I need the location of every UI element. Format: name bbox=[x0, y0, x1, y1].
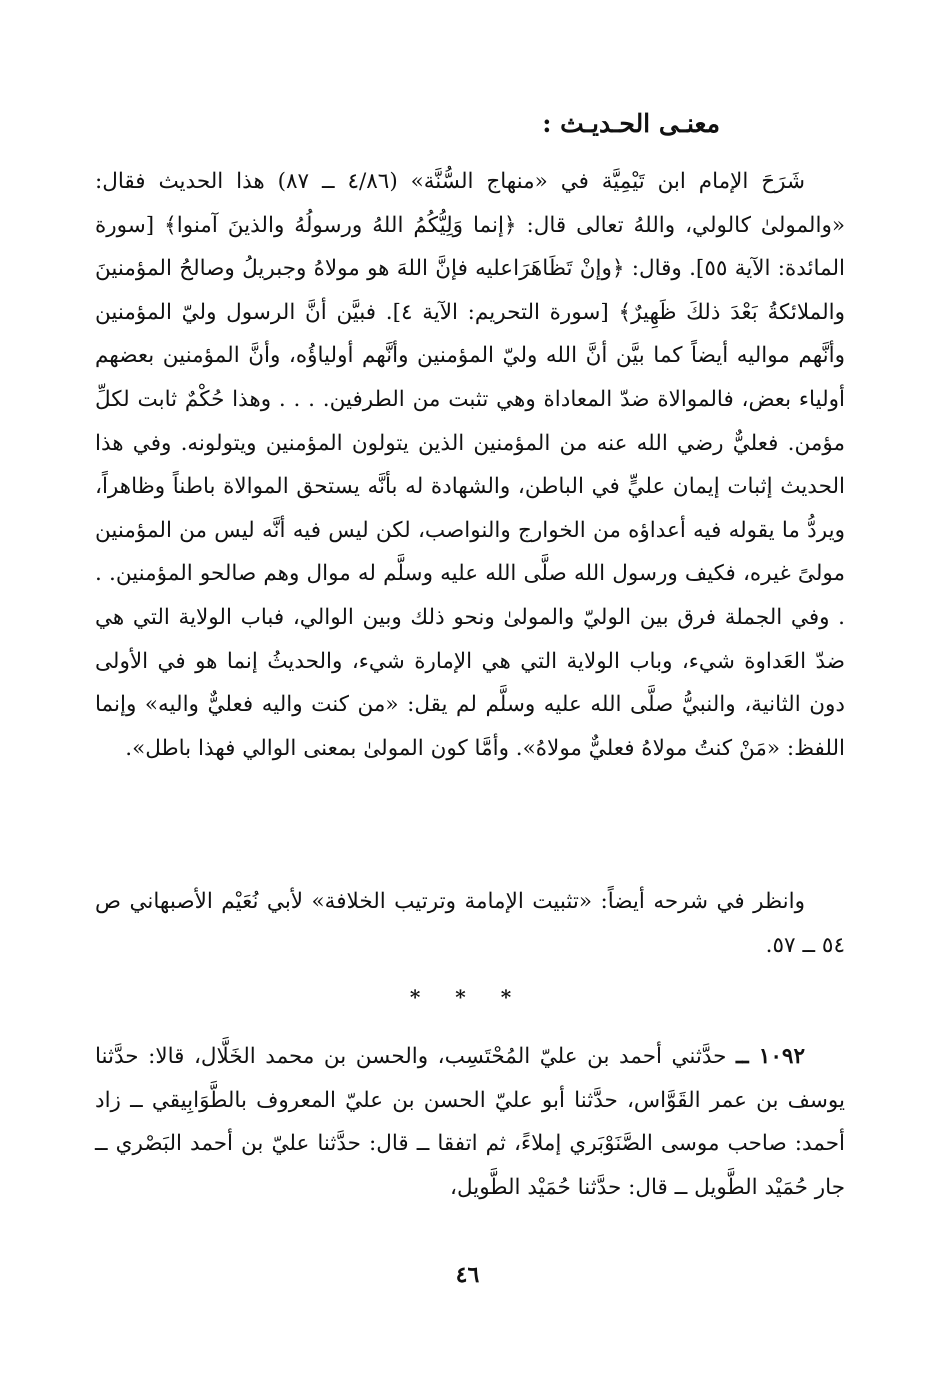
page-number: ٤٦ bbox=[455, 1262, 480, 1288]
section-separator: * * * bbox=[409, 985, 526, 1009]
hadith-chain: حدَّثني أحمد بن عليّ المُحْتَسِب، والحسن بن محمد الخَلَّال، قالا: حدَّثنا يوسف بن عمر القَوَّاس، حدَّثنا أبو عليّ الحسن بن عليّ المعروف بالطَّوَابِيقي ــ زاد أحمد: صاحب موسى الصَّنَوْبَري إملاءً، ثم اتفقا ــ قال: حدَّثنا عليّ بن أحمد البَصْري ــ جار حُمَيْد الطَّويل ــ قال: حدَّثنا حُمَيْد الطَّويل، bbox=[95, 1044, 845, 1200]
commentary-text: شَرَحَ الإمام ابن تَيْمِيَّة في «منهاج السُّنَّة» (٤/٨٦ ــ ٨٧) هذا الحديث فقال: «والمولىٰ كالولي، واللهُ تعالى قال: ﴿إنما وَلِيُّكُمُ اللهُ ورسولُهُ والذينَ آمنوا﴾ [سورة المائدة: الآية ٥٥]. وقال: ﴿وإنْ تَظَاهَرَاعليه فإنَّ اللهَ هو مولاهُ وجبريلُ وصالحُ المؤمنينَ والملائكةُ بَعْدَ ذلكَ ظَهِيرٌ﴾ [سورة التحريم: الآية ٤]. فبيَّن أنَّ الرسول وليّ المؤمنين وأنَّهم مواليه أيضاً كما بيَّن أنَّ الله وليّ المؤمنين وأنَّهم أولياؤُه، وأنَّ المؤمنين بعضهم أولياء بعض، فالموالاة ضدّ المعاداة وهي تثبت من الطرفين. . . . وهذا حُكْمٌ ثابت لكلِّ مؤمن. فعليٌّ رضي الله عنه من المؤمنين الذين يتولون المؤمنين ويتولونه. وفي هذا الحديث إثبات إيمان عليٍّ في الباطن، والشهادة له بأنَّه يستحق الموالاة باطناً وظاهراً، ويردُّ ما يقوله فيه أعداؤه من الخوارج والنواصب، لكن ليس فيه أنَّه ليس من المؤمنين مولىً غيره، فكيف ورسول الله صلَّى الله عليه وسلَّم له موال وهم صالحو المؤمنين. . . وفي الجملة فرق بين الوليّ والمولىٰ ونحو ذلك وبين الوالي، فباب الولاية التي هي ضدّ العَداوة شيء، وباب الولاية التي هي الإمارة شيء، والحديثُ إنما هو في الأولى دون الثانية، والنبيُّ صلَّى الله عليه وسلَّم لم يقل: «من كنت واليه فعليٌّ واليه» وإنما اللفظ: «مَنْ كنتُ مولاهُ فعليٌّ مولاهُ». وأمَّا كون المولىٰ بمعنى الوالي فهذا باطل». bbox=[95, 169, 845, 761]
hadith-paragraph bbox=[95, 1035, 845, 1209]
reference-text: وانظر في شرحه أيضاً: «تثبيت الإمامة وترتيب الخلافة» لأبي نُعَيْم الأصبهاني ص ٥٤ ــ ٥٧. bbox=[95, 889, 845, 958]
reference-paragraph bbox=[95, 880, 845, 967]
hadith-number: ١٠٩٢ ــ bbox=[736, 1044, 805, 1069]
section-heading: معنـى الحـديـث : bbox=[542, 109, 720, 138]
commentary-paragraph bbox=[95, 160, 845, 770]
hadith-text bbox=[95, 1035, 845, 1209]
